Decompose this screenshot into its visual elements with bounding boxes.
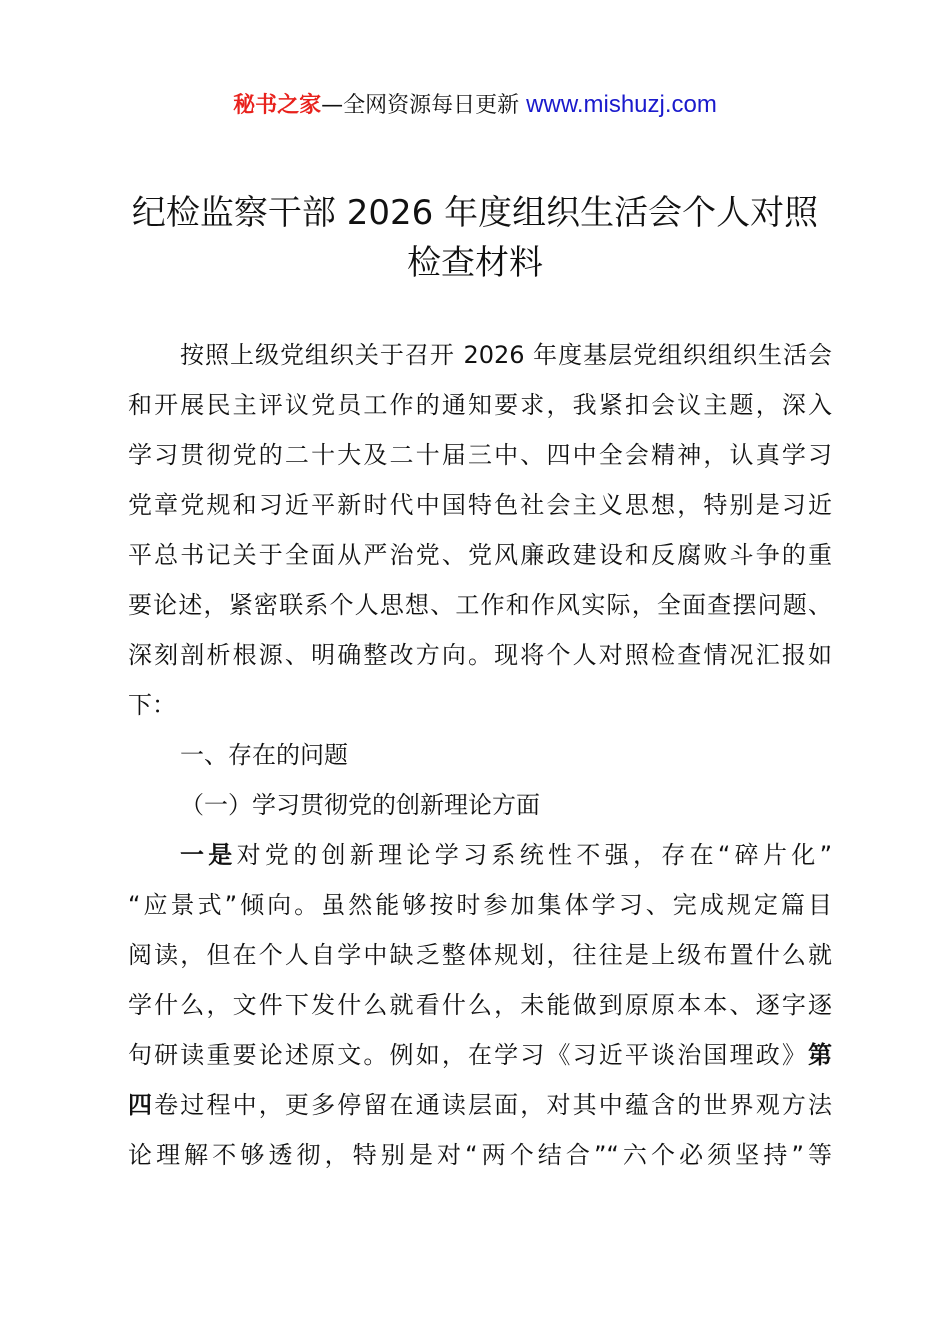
text-line <box>128 636 832 686</box>
text-line <box>128 586 832 636</box>
text-line <box>128 1136 832 1186</box>
header-tagline: —全网资源每日更新 <box>321 93 527 118</box>
text-segment: 下： <box>128 691 176 719</box>
header-url-link[interactable]: www.mishuzj.com <box>526 91 717 118</box>
text-segment: 论理解不够透彻，特别是对“两个结合”“六个必须坚持”等 <box>128 1141 832 1169</box>
text-segment: 一、存在的问题 <box>180 741 348 769</box>
bold-text: 第 <box>808 1041 832 1069</box>
text-line <box>128 486 832 536</box>
brand-name: 秘书之家 <box>233 93 322 118</box>
text-segment: 阅读，但在个人自学中缺乏整体规划，往往是上级布置什么就 <box>128 941 832 969</box>
text-segment: 深刻剖析根源、明确整改方向。现将个人对照检查情况汇报如 <box>128 641 832 669</box>
text-segment: 党章党规和习近平新时代中国特色社会主义思想，特别是习近 <box>128 491 832 519</box>
text-segment: 对党的创新理论学习系统性不强，存在“碎片化” <box>236 841 832 869</box>
bold-text: 四 <box>128 1091 155 1119</box>
text-line <box>128 736 832 786</box>
text-line <box>128 386 832 436</box>
text-segment: 要论述，紧密联系个人思想、工作和作风实际，全面查摆问题、 <box>128 591 832 619</box>
text-line <box>128 436 832 486</box>
text-segment: 和开展民主评议党员工作的通知要求，我紧扣会议主题，深入 <box>128 391 832 419</box>
text-segment: 学什么，文件下发什么就看什么，未能做到原原本本、逐字逐 <box>128 991 832 1019</box>
text-line <box>128 986 832 1036</box>
text-segment: 按照上级党组织关于召开 2026 年度基层党组织组织生活会 <box>180 341 832 369</box>
watermark-header <box>0 88 950 119</box>
text-line <box>128 536 832 586</box>
text-line <box>128 786 832 836</box>
text-segment: 卷过程中，更多停留在通读层面，对其中蕴含的世界观方法 <box>154 1091 833 1119</box>
text-segment: 学习贯彻党的二十大及二十届三中、四中全会精神，认真学习 <box>128 441 832 469</box>
document-title-line-2: 检查材料 <box>407 243 543 283</box>
text-line <box>128 1036 832 1086</box>
text-segment: 平总书记关于全面从严治党、党风廉政建设和反腐败斗争的重 <box>128 541 832 569</box>
document-body <box>128 336 832 1186</box>
text-line <box>128 936 832 986</box>
text-segment: （一）学习贯彻党的创新理论方面 <box>180 791 540 819</box>
text-segment: 句研读重要论述原文。例如，在学习《习近平谈治国理政》 <box>128 1041 808 1069</box>
text-line <box>128 686 832 736</box>
text-segment: “应景式”倾向。虽然能够按时参加集体学习、完成规定篇目 <box>128 891 832 919</box>
bold-text: 一是 <box>180 841 237 869</box>
text-line <box>128 886 832 936</box>
text-line <box>128 1086 832 1136</box>
text-line <box>128 336 832 386</box>
text-line <box>128 836 832 886</box>
document-title-line-1: 纪检监察干部 2026 年度组织生活会个人对照 <box>131 193 819 233</box>
